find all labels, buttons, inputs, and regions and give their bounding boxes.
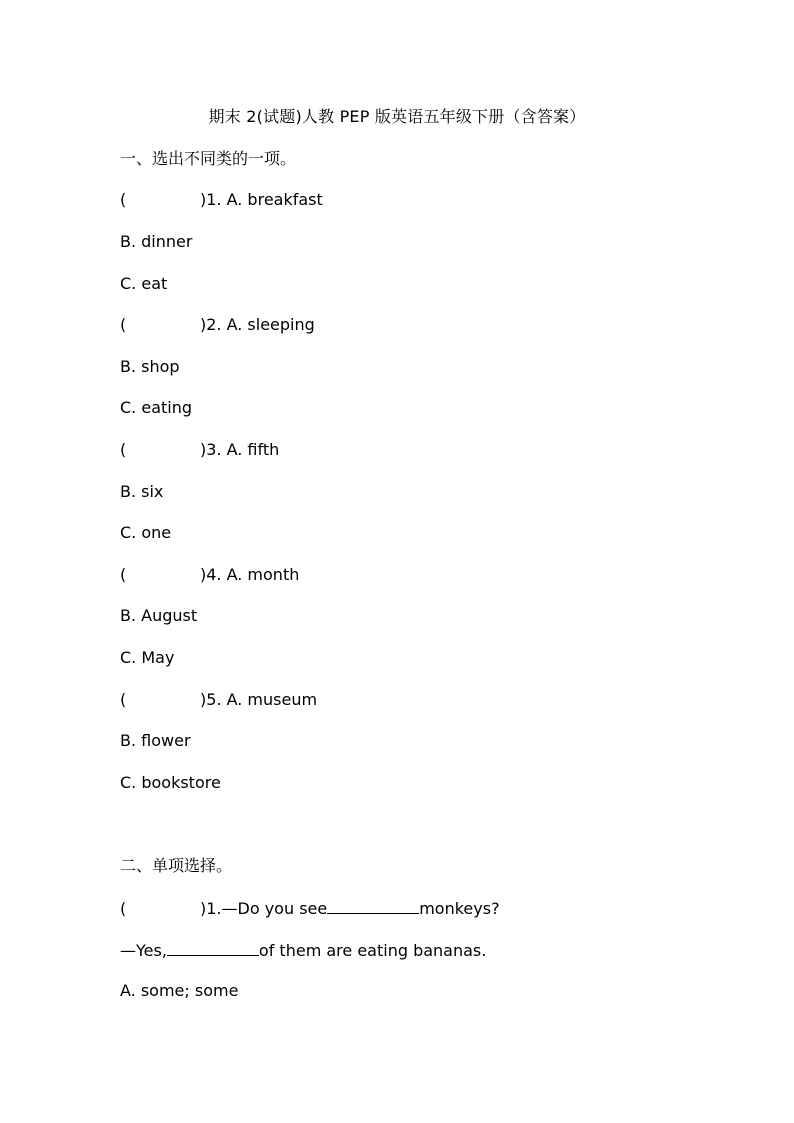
question-option-c: C. one (120, 523, 172, 542)
question-row (120, 897, 500, 920)
question-option-c: C. eating (120, 398, 193, 417)
question-option-b: B. six (120, 482, 164, 501)
question-reply (120, 939, 486, 962)
question-option-c: C. eat (120, 274, 168, 293)
answer-paren-open: ( (120, 690, 127, 709)
question-option-a: )1. A. breakfast (200, 190, 323, 209)
answer-paren-open: ( (120, 899, 127, 918)
question-row (120, 439, 279, 461)
question-option-b: B. dinner (120, 232, 193, 251)
question-row (120, 689, 317, 711)
reply-start: —Yes, (120, 941, 167, 960)
fill-blank (167, 939, 259, 956)
reply-end: of them are eating bananas. (258, 941, 487, 960)
question-option-b: B. August (120, 606, 198, 625)
question-option-b: B. flower (120, 731, 191, 750)
answer-paren-open: ( (120, 565, 127, 584)
question-stem: )1.—Do you see (200, 899, 328, 918)
question-option-a: A. some; some (120, 981, 239, 1000)
question-option-a: )3. A. fifth (200, 440, 280, 459)
answer-paren-open: ( (120, 440, 127, 459)
section-2-heading: 二、单项选择。 (120, 856, 233, 875)
question-option-a: )5. A. museum (200, 690, 318, 709)
question-option-c: C. bookstore (120, 773, 221, 792)
question-row (120, 314, 315, 336)
question-option-b: B. shop (120, 357, 180, 376)
document-title: 期末 2(试题)人教 PEP 版英语五年级下册（含答案） (208, 107, 586, 126)
answer-paren-open: ( (120, 190, 127, 209)
question-stem-end: monkeys? (419, 899, 500, 918)
question-option-c: C. May (120, 648, 175, 667)
question-row (120, 189, 323, 211)
question-row (120, 564, 299, 586)
question-option-a: )2. A. sleeping (200, 315, 315, 334)
answer-paren-open: ( (120, 315, 127, 334)
fill-blank (327, 897, 419, 914)
section-1-heading: 一、选出不同类的一项。 (120, 149, 297, 168)
question-option-a: )4. A. month (200, 565, 300, 584)
